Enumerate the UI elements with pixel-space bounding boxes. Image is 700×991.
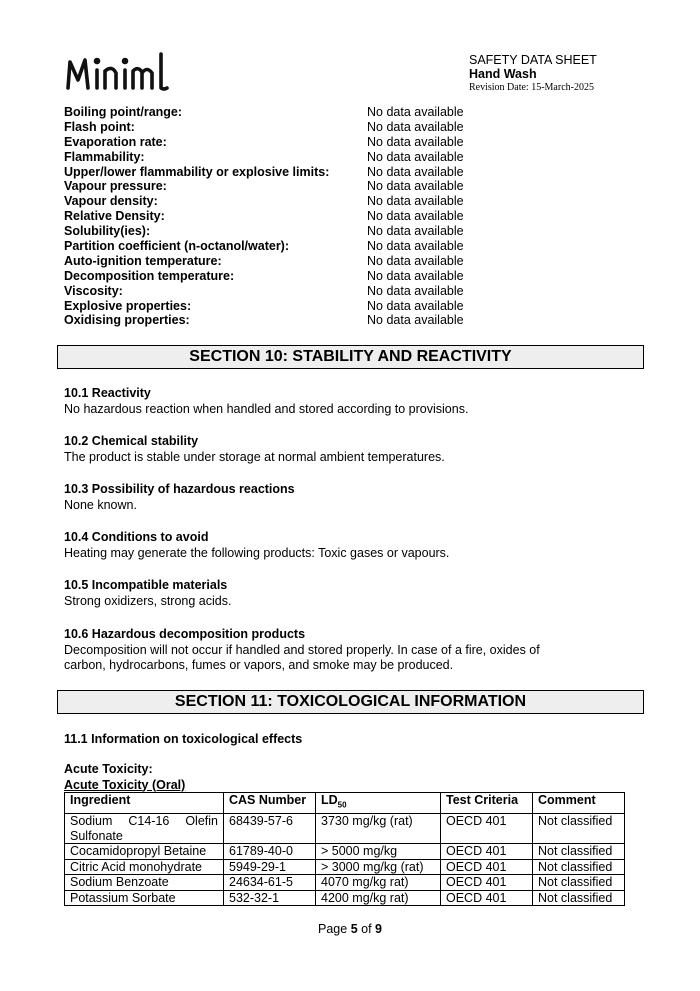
cell-comment: Not classified — [533, 844, 625, 860]
property-value: No data available — [367, 253, 464, 268]
cell-ld50: 4070 mg/kg rat) — [316, 875, 441, 891]
subsection-title: 10.6 Hazardous decomposition products — [64, 627, 306, 641]
property-label: Explosive properties: — [64, 298, 192, 313]
cell-criteria: OECD 401 — [441, 875, 533, 891]
document-header — [469, 53, 597, 95]
property-row — [64, 254, 624, 269]
table-row — [65, 814, 625, 844]
property-label: Vapour density: — [64, 194, 158, 209]
subsection-10-4 — [64, 530, 624, 561]
table-header-row — [65, 793, 625, 814]
cell-ingredient — [65, 814, 224, 844]
cell-cas: 24634-61-5 — [224, 875, 316, 891]
subsection-10-1 — [64, 386, 624, 417]
cell-ld50: 4200 mg/kg rat) — [316, 890, 441, 906]
property-label: Solubility(ies): — [64, 224, 151, 239]
property-label: Auto-ignition temperature: — [64, 253, 222, 268]
subsection-text-line: Decomposition will not occur if handled and stored properly. In case of a fire, oxides of — [64, 642, 540, 657]
properties-list — [64, 105, 624, 328]
cell-criteria: OECD 401 — [441, 859, 533, 875]
ld-label: LD — [321, 793, 338, 807]
property-value: No data available — [367, 239, 464, 254]
subsection-10-6 — [64, 627, 624, 674]
table-row — [65, 844, 625, 860]
ingredient-word: Sulfonate — [70, 828, 123, 843]
cell-ingredient: Potassium Sorbate — [65, 890, 224, 906]
property-row — [64, 224, 624, 239]
subsection-10-3 — [64, 482, 624, 513]
property-value: No data available — [367, 224, 464, 239]
ingredient-word: Olefin — [185, 814, 218, 828]
property-value: No data available — [367, 134, 464, 149]
property-row — [64, 194, 624, 209]
property-label: Evaporation rate: — [64, 134, 167, 149]
property-label: Flash point: — [64, 119, 135, 134]
cell-ingredient: Cocamidopropyl Betaine — [65, 844, 224, 860]
subsection-text: No hazardous reaction when handled and stored according to provisions. — [64, 401, 469, 416]
column-header-ingredient: Ingredient — [65, 793, 224, 814]
subsection-text: Heating may generate the following products: Toxic gases or vapours. — [64, 545, 450, 560]
property-row — [64, 269, 624, 284]
cell-cas: 532-32-1 — [224, 890, 316, 906]
subsection-title: 11.1 Information on toxicological effects — [64, 732, 303, 746]
cell-comment: Not classified — [533, 875, 625, 891]
subsection-11-1 — [64, 732, 624, 748]
property-label: Vapour pressure: — [64, 179, 167, 194]
document-type: SAFETY DATA SHEET — [469, 53, 597, 67]
acute-toxicity-oral-title: Acute Toxicity (Oral) — [64, 777, 186, 792]
property-label: Boiling point/range: — [64, 105, 183, 119]
page-number: 5 — [350, 922, 358, 936]
subsection-title: 10.3 Possibility of hazardous reactions — [64, 482, 295, 496]
property-value: No data available — [367, 179, 464, 194]
subsection-title: 10.5 Incompatible materials — [64, 578, 228, 592]
subsection-10-2 — [64, 434, 624, 465]
property-row — [64, 120, 624, 135]
cell-criteria: OECD 401 — [441, 844, 533, 860]
property-value: No data available — [367, 298, 464, 313]
property-row — [64, 313, 624, 328]
property-label: Oxidising properties: — [64, 313, 190, 328]
cell-cas: 68439-57-6 — [224, 814, 316, 844]
property-value: No data available — [367, 149, 464, 164]
property-row — [64, 284, 624, 299]
column-header-ld50 — [316, 793, 441, 814]
cell-ld50: > 5000 mg/kg — [316, 844, 441, 860]
cell-comment: Not classified — [533, 814, 625, 844]
property-value: No data available — [367, 209, 464, 224]
column-header-test-criteria: Test Criteria — [441, 793, 533, 814]
subsection-title: 10.4 Conditions to avoid — [64, 530, 209, 544]
subsection-text: Strong oxidizers, strong acids. — [64, 593, 232, 608]
ingredient-word: C14-16 — [128, 814, 170, 828]
property-row — [64, 150, 624, 165]
subsection-title: 10.1 Reactivity — [64, 386, 151, 400]
property-row — [64, 105, 624, 120]
cell-cas: 61789-40-0 — [224, 844, 316, 860]
property-value: No data available — [367, 313, 464, 328]
property-label: Upper/lower flammability or explosive limits: — [64, 164, 330, 179]
ingredient-word: Sodium — [70, 814, 113, 828]
property-label: Partition coefficient (n-octanol/water): — [64, 239, 290, 254]
column-header-comment: Comment — [533, 793, 625, 814]
page-of: of — [361, 922, 372, 936]
property-row — [64, 209, 624, 224]
subsection-title: 10.2 Chemical stability — [64, 434, 199, 448]
cell-comment: Not classified — [533, 859, 625, 875]
property-row — [64, 165, 624, 180]
property-value: No data available — [367, 164, 464, 179]
ingredient-line — [70, 814, 218, 829]
table-row — [65, 859, 625, 875]
property-label: Flammability: — [64, 149, 145, 164]
property-label: Decomposition temperature: — [64, 268, 235, 283]
property-row — [64, 179, 624, 194]
property-value: No data available — [367, 119, 464, 134]
logo-wordmark-icon — [64, 46, 176, 96]
product-name: Hand Wash — [469, 67, 537, 81]
property-label: Relative Density: — [64, 209, 165, 224]
revision-date: Revision Date: 15-March-2025 — [469, 82, 594, 93]
property-row — [64, 135, 624, 150]
cell-criteria: OECD 401 — [441, 890, 533, 906]
table-row — [65, 890, 625, 906]
acute-toxicity-title: Acute Toxicity: — [64, 762, 153, 776]
subsection-text: None known. — [64, 497, 137, 512]
property-value: No data available — [367, 283, 464, 298]
subsection-10-5 — [64, 578, 624, 609]
cell-comment: Not classified — [533, 890, 625, 906]
section-11-heading: SECTION 11: TOXICOLOGICAL INFORMATION — [57, 690, 644, 714]
page-total: 9 — [375, 922, 382, 936]
table-row — [65, 875, 625, 891]
cell-ld50: > 3000 mg/kg (rat) — [316, 859, 441, 875]
brand-logo — [64, 46, 176, 96]
cell-ld50: 3730 mg/kg (rat) — [316, 814, 441, 844]
cell-cas: 5949-29-1 — [224, 859, 316, 875]
page-footer — [0, 922, 700, 936]
acute-toxicity-table — [64, 792, 625, 906]
subsection-text: The product is stable under storage at normal ambient temperatures. — [64, 449, 445, 464]
ld-subscript: 50 — [337, 800, 347, 810]
cell-ingredient: Citric Acid monohydrate — [65, 859, 224, 875]
subsection-text-line: carbon, hydrocarbons, fumes or vapors, and smoke may be produced. — [64, 658, 454, 672]
cell-ingredient: Sodium Benzoate — [65, 875, 224, 891]
cell-criteria: OECD 401 — [441, 814, 533, 844]
acute-toxicity-block — [64, 762, 624, 792]
property-row — [64, 299, 624, 314]
column-header-cas: CAS Number — [224, 793, 316, 814]
property-value: No data available — [367, 268, 464, 283]
property-row — [64, 239, 624, 254]
page-prefix: Page — [318, 922, 348, 936]
property-label: Viscosity: — [64, 283, 123, 298]
section-10-heading: SECTION 10: STABILITY AND REACTIVITY — [57, 345, 644, 369]
property-value: No data available — [367, 105, 464, 119]
property-value: No data available — [367, 194, 464, 209]
